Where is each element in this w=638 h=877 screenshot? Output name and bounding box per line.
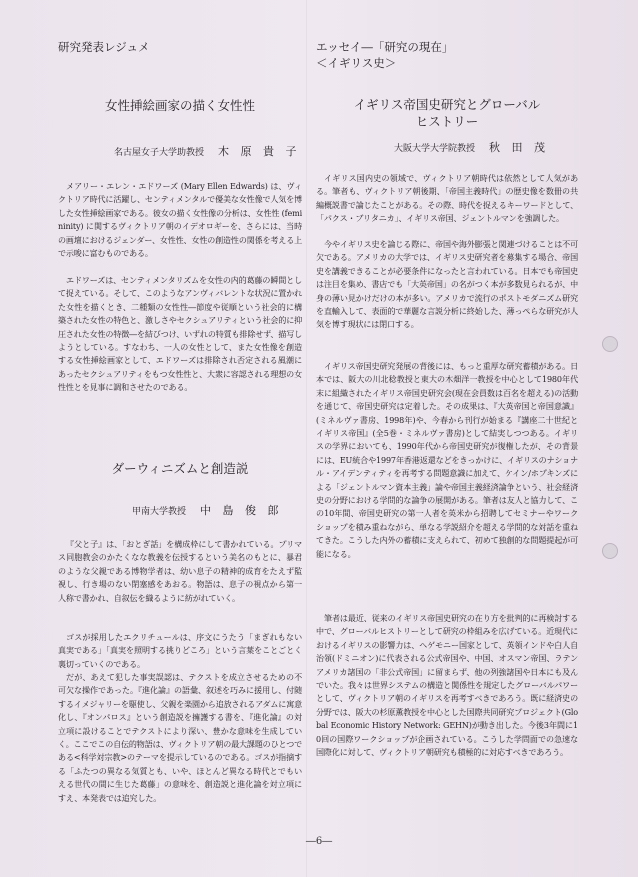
author-name: 木 原 貴 子 [218,145,301,158]
author-affiliation: 甲南大学教授 [132,507,187,517]
binder-hole [602,543,618,559]
column-gutter [306,0,307,877]
paragraph: イギリス国内史の領域で、ヴィクトリア朝時代は依然として人気がある。筆者も、ヴィクトリア朝後期、「帝国主義時代」の歴史像を数冊の共編概説書で論じたことがある。その際、時代を捉えるキーワードとして、「パクス・ブリタニカ」、イギリス帝国、ジェントルマンを強調した。 [316,174,578,224]
paragraph: イギリス帝国史研究発展の背後には、もっと重厚な研究蓄積がある。日本では、阪大の川北稔教授と東大の木畑洋一教授を中心として1980年代末に組織されたイギリス帝国史研究会(現在会員数は百名を超える)の活動を通じて、帝国史研究は定着した。その成果は、『大英帝国と帝国意識』(ミネルヴァ書房、1998年)や、今春から刊行が始まる『講座二十世紀とイギリス帝国』(全5巻・ミネルヴァ書房)として結実しつつある。イギリスの学界においても、1990年代から帝国史研究が復権したが、その背景には、EU統合や1997年香港返還などをきっかけに、イギリスのナショナル・アイデンティティを再考する問題意識に加えて、ケイン/ホプキンズによる「ジェントルマン資本主義」論や帝国主義経済論争という、社会経済史の分野における学問的な論争の展開がある。筆者は友人と協力して、この10年間、帝国史研究の第一人者を英米から招聘してセミナーやワークショップを積み重ねながら、単なる学説紹介を超える学問的な対話を重ねてきた。こうした内外の蓄積に支えられて、初めて独創的な問題提起が可能になる。 [316,362,578,559]
author-line-kihara [114,146,301,159]
paragraph: 筆者は最近、従来のイギリス帝国史研究の在り方を批判的に再検討する中で、グローバルヒストリーとして研究の枠組みを広げている。近現代におけるイギリスの影響力は、ヘゲモニー国家として、英領インドや白人自治領(ドミニオン)に代表される公式帝国や、中国、オスマン帝国、ラテンアメリカ諸国の「非公式帝国」に留まらず、他の列強諸国や日本にも及んでいた。我々は世界システムの構造と関係性を規定したグローバルパワーとして、ヴィクトリア朝のイギリスを再考すべきであろう。既に経済史の分野では、阪大の杉原薫教授を中心とした国際共同研究プロジェクト(Global Economic History Network: GEHN)が動き出した。今後3年間に10回の国際ワークショップが企画されている。こうした学問面での急速な国際化に対して、ヴィクトリア朝研究も積極的に対応すべきであろう。 [316,614,578,758]
page-number: ―6― [305,836,333,847]
author-affiliation: 大阪大学大学院教授 [394,144,476,154]
paragraph: 今やイギリス史を論じる際に、帝国や海外膨張と関連づけることは不可欠である。アメリカの大学では、イギリス史研究者を募集する場合、帝国史を講義できることが必要条件になったと言われている。日本でも帝国史は注目を集め、書店でも「大英帝国」の名がつく本が多数見られるが、中身の薄い見かけだけの本が多い。アメリカで流行のポストモダニズム研究を直輸入して、表面的で華麗な言説分析に終始した、薄っぺらな研究が人気を博す現状には閉口する。 [316,240,578,330]
article-title-line2: ヒストリー [415,114,479,129]
author-line-akita [394,142,549,155]
author-name: 中 島 俊 郎 [200,504,283,517]
paragraph: だが、あえて犯した事実誤認は、テクストを成立させるための不可欠な操作であった。『進化論』の語彙、叙述を巧みに援用し、付随するイメジャリーを駆使し、父親を楽園から追放されるアダムに寓意化し、『オンパロス』という創造説を擁護する書を、『進化論』の対立項に設けることでテクストにより深い、豊かな意味を生成していく。ここでこの自伝的物語は、ヴィクトリア朝の最大課題のひとつである<科学対宗教>のテーマを提示しているのである。ゴスが指摘する「ふたつの異なる気質とも、いや、ほとんど異なる時代とでもいえる世代の間に生じた葛藤」の意味を、創造説と進化論を対立項にすえ、本発表では追究した。 [58,673,302,803]
author-affiliation: 名古屋女子大学助教授 [114,148,205,158]
article-title-feminine: 女性挿絵画家の描く女性性 [104,98,255,113]
section-label: 研究発表レジュメ [58,40,150,54]
paragraph: エドワーズは、センティメンタリズムを女性の内的葛藤の瞬間として捉えている。そして、このようなアンヴィバレントな状況に置かれた女性を描くとき、二種類の女性性―節度や従順という社会的に構築された女性の特色と、激しさやセクシュアリティという社会的に抑圧された女性の特徴―を結びつけ、いずれの特質も排除せず、描写しようとしている。すなわち、一人の女性として、また女性像を創造する女性挿絵画家として、エドワーズは排除され否定される風潮にあったセクシュアリティをもつ女性性と、大衆に容認される理想の女性性とを見事に調和させたのである。 [58,276,302,393]
author-name: 秋 田 茂 [489,141,550,154]
paragraph: メアリー・エレン・エドワーズ (Mary Ellen Edwards) は、ヴィクトリア時代に活躍し、センティメンタルで優美な女性像で人気を博した女性挿絵画家である。彼女の描く女性像の分析は、女性性 (femininity) に関するヴィクトリア朝のイデオロギーを、さらには、当時の画壇におけるジェンダー、女性性、女性の創造性の関係を考える上で示唆に富むものである。 [58,182,302,259]
paragraph: ゴスが採用したエクリチュールは、序文にうたう「まぎれもない真実である」「真実を照明する挑りどころ」という言葉をことごとく裏切っていくのである。 [58,633,302,669]
author-line-nakajima [132,505,283,518]
essay-sublabel: ＜イギリス史＞ [316,56,397,70]
essay-label: エッセイ―「研究の現在」 [316,40,454,54]
binder-hole [602,336,618,352]
article-title-darwinism: ダーウィニズムと創造説 [111,461,249,476]
article-title-line1: イギリス帝国史研究とグローバル [353,97,541,112]
paragraph: 『父と子』は、「おとぎ話」を構成枠にして書かれている。プリマス同胞教会のかたくなな教義を伝授するという美名のもとに、暴君のような父親である博物学者は、幼い息子の精神的成育をたえず監視し、行き場のない閉塞感をあおる。物語は、息子の視点から第一人称で書かれ、自叙伝を織るように紡がれていく。 [58,540,302,603]
